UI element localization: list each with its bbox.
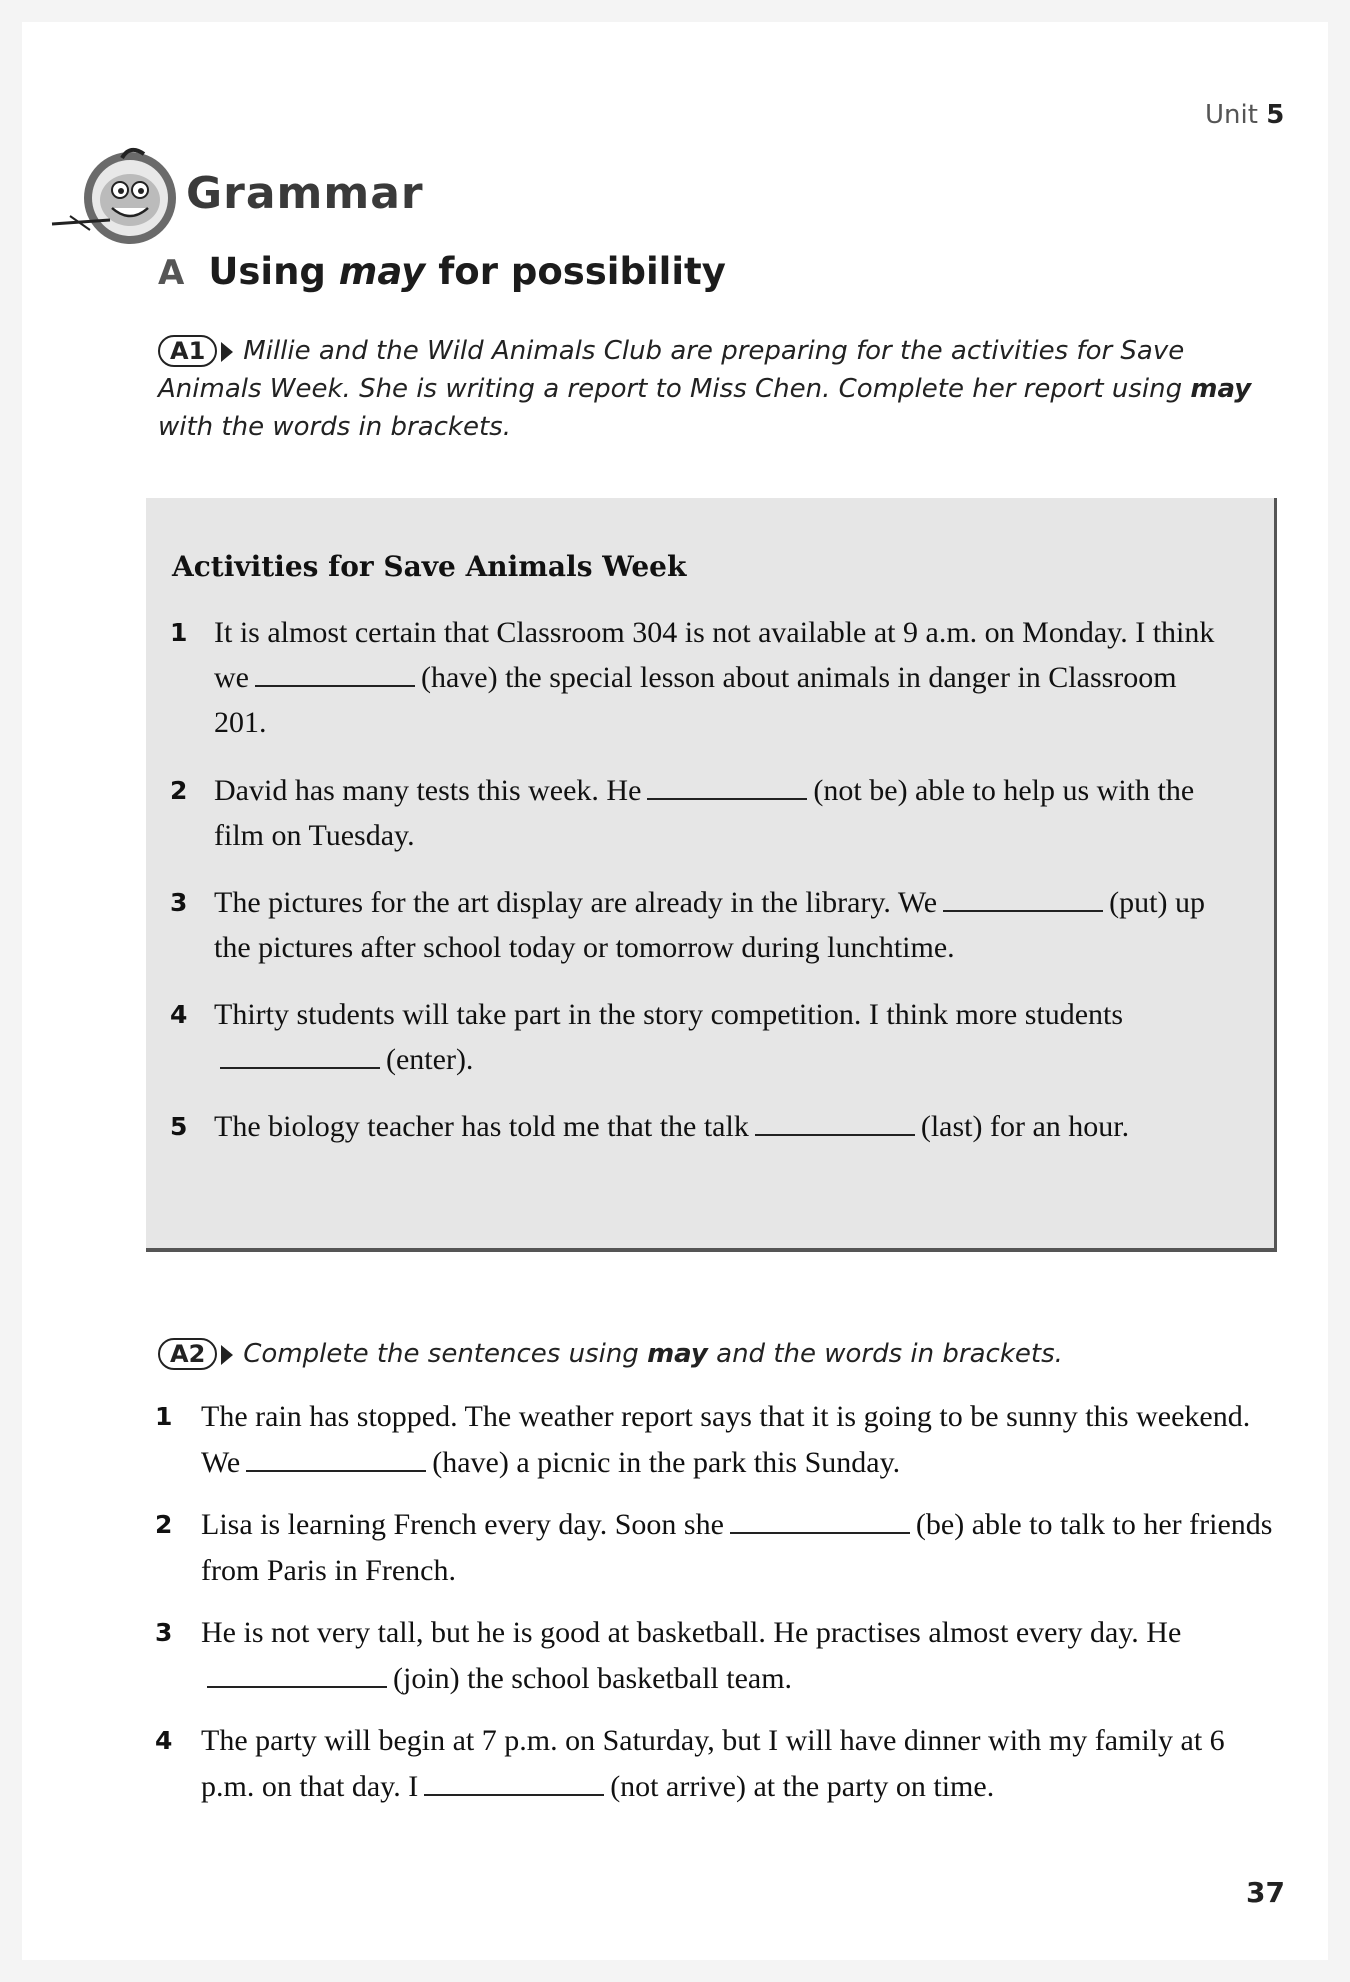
report-title: Activities for Save Animals Week bbox=[172, 550, 687, 583]
subsection-heading: A Using may for possibility bbox=[158, 250, 726, 293]
report-item: 3 The pictures for the art display are already in the library. We (put) up the pictures after school today or tomorrow during lunchtime. bbox=[170, 886, 1205, 964]
exercise-item: 4 The party will begin at 7 p.m. on Saturday, but I will have dinner with my family at 6 p.m. on that day. I (not arrive) at the party on time. bbox=[155, 1724, 1225, 1803]
page-number: 37 bbox=[1246, 1876, 1285, 1909]
report-item: 2 David has many tests this week. He (not be) able to help us with the film on Tuesday. bbox=[170, 774, 1195, 852]
answer-blank[interactable] bbox=[647, 797, 807, 800]
exercise-item: 3 He is not very tall, but he is good at basketball. He practises almost every day. He(join) the school basketball team. bbox=[155, 1616, 1182, 1695]
answer-blank[interactable] bbox=[207, 1685, 387, 1688]
report-box bbox=[146, 498, 1277, 1248]
report-item: 1 It is almost certain that Classroom 304 is not available at 9 a.m. on Monday. I think we (have) the special lesson about animals in danger in Classroom 201. bbox=[170, 616, 1215, 739]
answer-blank[interactable] bbox=[424, 1793, 604, 1796]
unit-label: Unit 5 bbox=[1205, 100, 1285, 130]
answer-blank[interactable] bbox=[255, 684, 415, 687]
answer-blank[interactable] bbox=[220, 1066, 380, 1069]
grammar-mascot-icon bbox=[50, 140, 180, 250]
play-arrow-icon bbox=[221, 342, 233, 362]
subsection-letter: A bbox=[158, 253, 185, 293]
exercise-item: 2 Lisa is learning French every day. Soon she (be) able to talk to her friends from Paris in French. bbox=[155, 1508, 1273, 1587]
report-item: 4 Thirty students will take part in the story competition. I think more students(enter). bbox=[170, 998, 1124, 1076]
exercise-item: 1 The rain has stopped. The weather report says that it is going to be sunny this weekend. We (have) a picnic in the park this Sunday. bbox=[155, 1400, 1251, 1479]
a2-instruction: A2 Complete the sentences using may and the words in brackets. bbox=[158, 1338, 1063, 1370]
answer-blank[interactable] bbox=[755, 1133, 915, 1136]
section-title: Grammar bbox=[186, 168, 424, 219]
answer-blank[interactable] bbox=[730, 1531, 910, 1534]
a2-tag: A2 bbox=[158, 1338, 217, 1370]
a1-tag: A1 bbox=[158, 335, 217, 367]
play-arrow-icon bbox=[221, 1345, 233, 1365]
report-item: 5 The biology teacher has told me that the talk (last) for an hour. bbox=[170, 1110, 1130, 1143]
a1-instruction: A1 Millie and the Wild Animals Club are preparing for the activities for Save Animals Week. She is writing a report to Miss Chen. Complete her report using may with the words in brackets. bbox=[158, 336, 1252, 442]
answer-blank[interactable] bbox=[943, 909, 1103, 912]
answer-blank[interactable] bbox=[246, 1469, 426, 1472]
